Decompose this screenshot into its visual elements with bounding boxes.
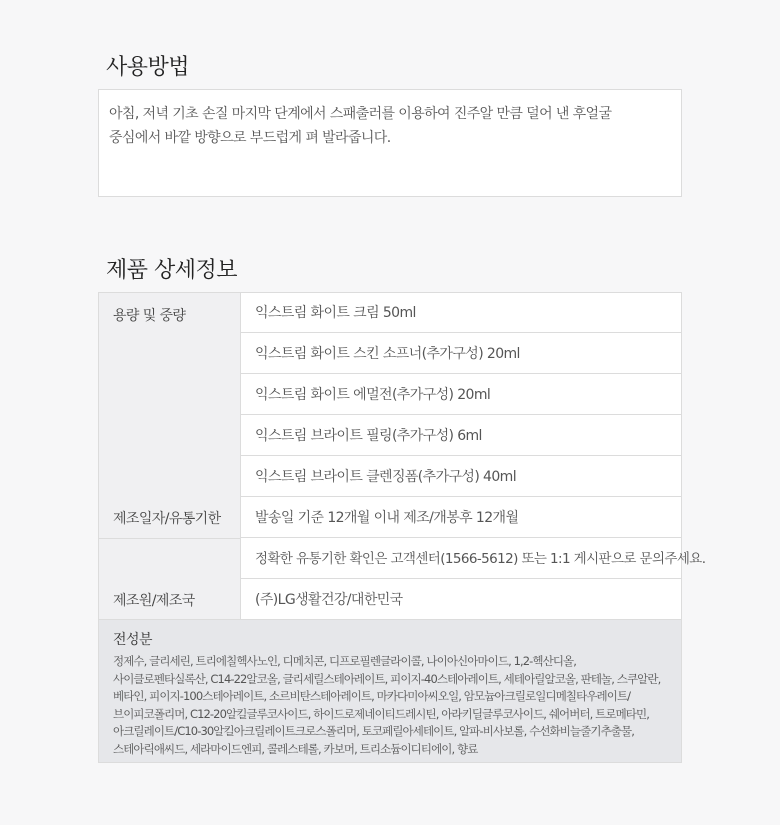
usage-heading: 사용방법	[106, 55, 190, 80]
maker-label: 제조원/제조국	[113, 593, 195, 609]
maker-value: (주)LG생활건강/대한민국	[255, 592, 403, 608]
details-heading: 제품 상세정보	[106, 258, 238, 283]
capacity-item: 익스트림 화이트 크림 50ml	[241, 293, 681, 333]
label-divider	[99, 538, 240, 539]
capacity-item: 익스트림 화이트 에멀전(추가구성) 20ml	[241, 375, 681, 415]
expiry-note: 정확한 유통기한 확인은 고객센터(1566-5612) 또는 1:1 게시판으로 문의주세요.	[241, 539, 681, 579]
capacity-item: 익스트림 브라이트 클렌징폼(추가구성) 40ml	[241, 457, 681, 497]
usage-text-line2: 중심에서 바깥 방향으로 부드럽게 펴 발라줍니다.	[109, 130, 391, 146]
spec-table	[98, 292, 706, 620]
capacity-item: 익스트림 브라이트 필링(추가구성) 6ml	[241, 416, 681, 456]
ingredients-text: 정제수, 글리세린, 트리에칠헥사노인, 디메치콘, 디프로필렌글라이콜, 나이아신아마이드, 1,2-헥산디올, 사이클로펜타실록산, C14-22알코올, 글리세릴스테아레이트, 피이지-40스테아레이트, 세테아릴알코올, 판테놀, 스쿠알란, 베타인, 피이지-100스테아레이트, 소르비탄스테아레이트, 마카다미아씨오일, 암모늄아크릴로일디메칠타우레이트/브이피코폴리머, C12-20알킬글루코사이드, 하이드로제네이티드레시틴, 아라키딜글루코사이드, 쉐어버터, 트로메타민, 아크릴레이트/C10-30알킬아크릴레이트크로스폴리머, 토코페릴아세테이트, 알파-비사보롤, 수선화비늘줄기추출물, 스테아릭애씨드, 세라마이드엔피, 콜레스테롤, 카보머, 트리소듐이디티에이, 향료	[113, 654, 661, 756]
capacity-item: 익스트림 화이트 스킨 소프너(추가구성) 20ml	[241, 334, 681, 374]
usage-text-line1: 아침, 저녁 기초 손질 마지막 단계에서 스패출러를 이용하여 진주알 만큼 덜어 낸 후얼굴	[109, 106, 612, 122]
ingredients-section	[98, 620, 682, 763]
expiry-label: 제조일자/유통기한	[113, 511, 221, 527]
capacity-label: 용량 및 중량	[113, 308, 186, 324]
spec-label-column	[99, 293, 241, 619]
usage-description-box	[98, 89, 682, 197]
ingredients-label: 전성분	[113, 632, 153, 648]
expiry-value: 발송일 기준 12개월 이내 제조/개봉후 12개월	[241, 498, 681, 538]
